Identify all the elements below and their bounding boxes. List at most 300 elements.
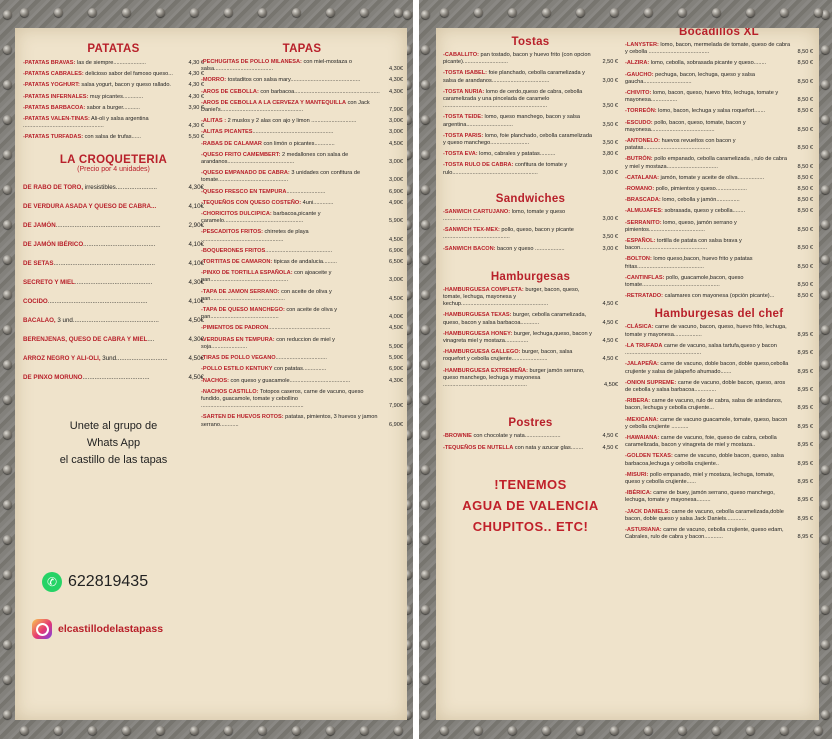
menu-item xyxy=(23,184,204,192)
menu-item xyxy=(201,170,403,184)
item-price: 8,50 € xyxy=(797,293,813,300)
item-name: DE RABO DE TORO, xyxy=(23,183,84,191)
item-price: 4,50 € xyxy=(602,338,618,345)
item-name: -TAPA DE JAMON SERRANO: xyxy=(201,288,280,295)
item-name: -HAMBURGUESA COMPLETA: xyxy=(443,286,524,293)
menu-item xyxy=(443,89,618,111)
item-name: DE VERDURA ASADA Y QUESO DE CABRA... xyxy=(23,202,157,210)
item-name: DE PINXO MORUNO xyxy=(23,373,83,381)
rivet xyxy=(821,45,830,54)
item-name: -HAMBURGUESA TEXAS: xyxy=(443,312,512,319)
item-price: 8,50 € xyxy=(797,282,813,289)
rivet xyxy=(122,8,131,17)
item-name: -ESCUDO: xyxy=(625,119,653,126)
menu-item xyxy=(23,71,204,78)
menu-item xyxy=(23,134,204,141)
item-price: 2,90€ xyxy=(188,221,204,229)
rivet xyxy=(712,8,721,17)
croqueteria-list xyxy=(23,184,204,382)
menu-item xyxy=(23,105,204,112)
item-description: con barbacoa....................................................... xyxy=(258,88,380,95)
rivet xyxy=(3,360,12,369)
item-price: 8,95 € xyxy=(797,350,813,357)
section-title-croqueteria: LA CROQUETERIA xyxy=(59,153,168,166)
menu-item xyxy=(201,59,403,73)
item-price: 4,30 € xyxy=(188,60,204,66)
item-price: 6,90€ xyxy=(389,421,403,428)
item-name: -TOSTA EVA: xyxy=(443,151,478,158)
item-price: 3,00 € xyxy=(602,169,618,176)
item-description: lomo, foie planchado, cebolla caramelizada y queso manchego......................... xyxy=(443,132,593,147)
menu-item xyxy=(625,197,813,204)
rivet xyxy=(156,726,165,735)
menu-item xyxy=(443,151,618,158)
item-price: 8,50 € xyxy=(797,60,813,67)
item-description: pan tostado, bacon y huevo frito (con opcion picante)............................. xyxy=(443,52,591,66)
item-price: 4,30€ xyxy=(389,77,403,84)
rivet xyxy=(542,726,551,735)
item-price: 8,95 € xyxy=(797,534,813,541)
item-description: sabor a burger........... xyxy=(85,104,140,111)
menu-item xyxy=(23,374,204,382)
item-price: 3,50 € xyxy=(602,103,618,110)
section-title-chef: Hamburgesas del chef xyxy=(654,308,784,321)
item-description: pollo empanado, miel y mostaza, lechuga, tomate, queso y cebolla crujiente...... xyxy=(625,471,775,485)
item-price: 8,95 € xyxy=(797,405,813,412)
rivet xyxy=(3,500,12,509)
rivet xyxy=(821,80,830,89)
rivet xyxy=(224,8,233,17)
menu-item xyxy=(201,100,403,114)
item-name: -PATATAS INFERNALES: xyxy=(23,93,89,100)
item-price: 4,90€ xyxy=(389,199,403,206)
item-price: 8,50 € xyxy=(797,197,813,204)
rivet xyxy=(54,8,63,17)
rivet xyxy=(3,80,12,89)
rivet xyxy=(88,726,97,735)
item-price: 4,50 € xyxy=(602,319,618,326)
menu-item xyxy=(201,152,403,166)
rivet xyxy=(821,220,830,229)
item-price: 4,50€ xyxy=(604,382,618,389)
rivet xyxy=(821,710,830,719)
item-description: lomo, bacon, lechuga y salsa roquefort....... xyxy=(656,108,766,115)
menu-item xyxy=(625,256,813,270)
sandwiches-list xyxy=(443,209,618,253)
item-description: carne de vacuno, doble bacon, doble queso,cebolla crujiente y salsa de jalapeño ahumado....... xyxy=(625,361,789,375)
item-name: -TORREÓN: xyxy=(625,108,657,115)
item-price: 8,95 € xyxy=(797,386,813,393)
whatsapp-promo xyxy=(23,418,204,469)
rivet xyxy=(780,8,789,17)
rivet xyxy=(54,726,63,735)
rivet xyxy=(821,360,830,369)
rivet xyxy=(394,8,403,17)
menu-item xyxy=(625,324,813,338)
rivet xyxy=(3,10,12,19)
item-description: 4uni............. xyxy=(301,199,334,206)
item-description: carne de vacuno, doble bacon, queso, salsa barbacoa,lechuga y cebolla crujiente.. xyxy=(625,453,784,467)
menu-item xyxy=(201,248,403,255)
item-name: DE JAMÓN xyxy=(23,221,56,229)
item-name: -RIBERA: xyxy=(625,398,651,405)
item-price: 6,90€ xyxy=(389,247,403,254)
item-name: -BUTRÓN: xyxy=(625,156,653,163)
section-title-tapas: TAPAS xyxy=(282,43,322,55)
rivet xyxy=(814,8,823,17)
item-description: con chocolate y nata....................... xyxy=(471,433,561,440)
rivet xyxy=(421,675,430,684)
rivet xyxy=(474,8,483,17)
item-description: ........................................ xyxy=(268,325,331,332)
tapas-list xyxy=(201,59,403,429)
rivet xyxy=(712,726,721,735)
item-description: lomo, queso, jamón serrano y pimientos.................................... xyxy=(625,219,737,233)
item-price: 7,90€ xyxy=(389,107,403,114)
item-price: 4,30 € xyxy=(188,71,204,78)
rivet xyxy=(326,8,335,17)
rivet xyxy=(3,325,12,334)
menu-item xyxy=(625,527,813,541)
item-price: 3,00€ xyxy=(389,277,403,284)
menu-item xyxy=(201,289,403,303)
item-price: 4,50 € xyxy=(602,433,618,440)
menu-item xyxy=(201,414,403,428)
item-description: carne de vacuno guacamole, tomate, queso, bacon y cebolla crujiente ........... xyxy=(625,416,788,430)
menu-item xyxy=(23,355,204,363)
item-description: ........................................................... xyxy=(53,259,155,267)
menu-item xyxy=(625,417,813,431)
rivet xyxy=(508,726,517,735)
menu-item xyxy=(23,241,204,249)
item-name: -LANYSTER: xyxy=(625,42,659,48)
item-description: con patatas............... xyxy=(272,366,327,373)
menu-item xyxy=(201,189,403,196)
rivet xyxy=(421,220,430,229)
rivet xyxy=(421,10,430,19)
menu-item xyxy=(23,260,204,268)
rivet xyxy=(746,8,755,17)
item-name: ARROZ NEGRO Y ALI-OLI, xyxy=(23,354,101,362)
item-price: 4,50 € xyxy=(602,356,618,363)
item-description: barbacoa,picante y caramelo................................................... xyxy=(201,211,321,225)
menu-item xyxy=(625,380,813,394)
menu-item xyxy=(443,133,618,147)
rivet xyxy=(421,80,430,89)
menu-item xyxy=(443,312,618,326)
menu-item xyxy=(625,453,813,467)
phone-number: 622819435 xyxy=(68,573,149,590)
rivet xyxy=(326,726,335,735)
promo-line-3: el castillo de las tapas xyxy=(59,453,168,466)
item-price: 8,50 € xyxy=(797,49,813,56)
bocadillos-list xyxy=(625,42,813,300)
item-description: huevos revueltos con bacon y patatas........................................... xyxy=(625,138,736,152)
item-name: SECRETO Y MIEL xyxy=(23,278,75,286)
item-price: 8,95 € xyxy=(797,497,813,504)
item-name: DE JAMÓN IBÉRICO xyxy=(23,240,84,248)
menu-item xyxy=(443,52,618,66)
patatas-list xyxy=(23,60,204,142)
rivet xyxy=(440,726,449,735)
item-name: -BROWNIE xyxy=(443,433,472,440)
rivet xyxy=(421,500,430,509)
menu-item xyxy=(625,490,813,504)
item-name: -ANTONELO: xyxy=(625,138,661,145)
item-name: -RETRATADO: xyxy=(625,293,664,300)
rivet xyxy=(292,8,301,17)
menu-item xyxy=(23,60,204,67)
item-price: 4,50€ xyxy=(389,236,403,243)
item-name: -PIMIENTOS DE PADRON xyxy=(201,325,269,332)
rivet xyxy=(122,726,131,735)
item-price: 8,95 € xyxy=(797,478,813,485)
item-price: 3,50 € xyxy=(602,121,618,128)
item-description: ........................................... xyxy=(265,247,333,254)
menu-item xyxy=(201,270,403,284)
rivet xyxy=(576,726,585,735)
menu-item xyxy=(625,238,813,252)
rivet xyxy=(821,605,830,614)
item-price: 8,95 € xyxy=(797,442,813,449)
item-name: -ALMUJAFES: xyxy=(625,208,663,215)
item-name: -GOLDEN TEXAS: xyxy=(625,453,673,460)
rivet xyxy=(678,726,687,735)
rivet xyxy=(258,726,267,735)
rivet xyxy=(821,115,830,124)
rivet xyxy=(421,360,430,369)
item-name: -PATATAS BARBACOA: xyxy=(23,104,86,111)
item-description: foie planchado, cebolla caramelizada y salsa de arandanos..................................... xyxy=(443,70,585,84)
item-name: -HAMBURGUESA EXTREMEÑA: xyxy=(443,367,528,374)
menu-item xyxy=(201,307,403,321)
item-description: lomo, queso manchego, bacon y salsa argentina.............................. xyxy=(443,114,581,128)
item-description: chirretes de playa ..................................................... xyxy=(201,229,309,243)
item-price: 4,10€ xyxy=(188,297,204,305)
rivet xyxy=(421,325,430,334)
item-description: 2 medallones con salsa de arandanos........................................... xyxy=(201,151,349,166)
whatsapp-icon: ✆ xyxy=(42,572,62,592)
rivet xyxy=(421,535,430,544)
item-name: -QUESO FRITO CAMEMBERT: xyxy=(201,151,281,158)
item-name: -SANWICH TEX-MEX: xyxy=(443,227,500,234)
rivet xyxy=(190,8,199,17)
item-name: -AROS DE CEBOLLA: xyxy=(201,88,259,95)
item-price: 8,50 € xyxy=(797,186,813,193)
item-description: lomo de cerdo,queso de cabra, cebolla caramelizada y una pincelada de caramelo ................................................................... xyxy=(443,88,583,110)
rivet xyxy=(644,726,653,735)
item-name: -SANWICH BACON: xyxy=(443,245,496,252)
rivet xyxy=(610,726,619,735)
item-price: 8,50 € xyxy=(797,263,813,270)
item-description: carne de vacuno, foie, queso de cabra, cebolla caramelizada, bacon y vinagreta de miel y mostaza.. xyxy=(625,434,777,449)
menu-item xyxy=(625,220,813,234)
item-name: -TOSTA TEIDE: xyxy=(443,114,483,121)
item-name: -CHORICITOS DULCIPICA: xyxy=(201,211,272,218)
item-description: con miel-mostaza o salsa...................................... xyxy=(201,59,352,73)
item-description: sobrasada, queso y cebolla........ xyxy=(662,208,746,215)
rivet xyxy=(644,8,653,17)
rivet xyxy=(821,290,830,299)
item-description: 3 und.................................................. xyxy=(55,316,159,324)
menu-item xyxy=(201,337,403,351)
item-description: con queso y guacamole....................................... xyxy=(228,377,351,384)
menu-item xyxy=(625,361,813,375)
rivet xyxy=(421,150,430,159)
item-name: -ESPAÑOL: xyxy=(625,238,656,245)
menu-item xyxy=(443,445,618,452)
section-title-patatas: PATATAS xyxy=(87,43,140,55)
item-price: 6,90€ xyxy=(389,188,403,195)
item-price: 3,80 € xyxy=(602,151,618,158)
rivet xyxy=(3,115,12,124)
item-name: -TAPA DE QUESO MANCHEGO: xyxy=(201,307,285,314)
rivet xyxy=(821,570,830,579)
item-name: -AROS DE CEBOLLA A LA CERVEZA Y MANTEQUILLA xyxy=(201,99,347,106)
item-price: 6,50€ xyxy=(389,259,403,266)
item-price: 4,30€ xyxy=(389,66,403,73)
rivet xyxy=(3,290,12,299)
item-price: 5,90€ xyxy=(389,218,403,225)
item-name: -NACHOS: xyxy=(201,377,229,384)
hamburguesas-list xyxy=(443,287,618,389)
item-price: 4,50€ xyxy=(188,316,204,324)
item-name: -MEXICANA: xyxy=(625,416,659,423)
rivet xyxy=(421,430,430,439)
item-name: -BRASCADA: xyxy=(625,197,661,204)
menu-item xyxy=(625,275,813,289)
rivet xyxy=(421,605,430,614)
item-name: -QUESO EMPANADO DE CABRA: xyxy=(201,170,290,177)
rivet xyxy=(421,115,430,124)
item-description: carne de vacuno, cebolla caramelizada,doble bacon, doble queso y salsa Jack Daniels............. xyxy=(625,508,784,522)
instagram-handle: elcastillodelastapass xyxy=(58,623,164,635)
item-description: bacon y queso ................... xyxy=(495,245,565,252)
item-description: delicioso sabor del famoso queso... xyxy=(83,71,173,78)
section-title-bocadillos: Bocadillos XL xyxy=(679,28,759,38)
item-description: con limón o picantes............. xyxy=(261,140,335,147)
rivet xyxy=(421,290,430,299)
item-name: -NACHOS CASTILLO: xyxy=(201,388,259,395)
item-price: 3,00€ xyxy=(389,159,403,166)
rivet xyxy=(821,500,830,509)
item-description: 2 muslos y 2 alas con ajo y limon ............................. xyxy=(226,118,357,125)
rivet xyxy=(292,726,301,735)
rivet xyxy=(746,726,755,735)
rivet xyxy=(421,640,430,649)
menu-item xyxy=(625,472,813,486)
item-description: ......................... xyxy=(286,188,326,195)
drinks-notice xyxy=(443,474,618,537)
item-price: 8,50 € xyxy=(797,208,813,215)
rivet xyxy=(403,10,412,19)
item-price: 8,50 € xyxy=(797,78,813,85)
item-description: ....................................... xyxy=(82,373,150,381)
item-price: 8,50 € xyxy=(797,245,813,252)
item-price: 4,30€ xyxy=(188,183,204,191)
item-price: 4,50€ xyxy=(188,354,204,362)
item-name: DE SETAS xyxy=(23,259,54,267)
item-price: 5,50 € xyxy=(188,134,204,141)
menu-item xyxy=(625,509,813,523)
item-description: carne de vacuno, bacon, queso, huevo frito, lechuga, tomate y mayonesa.................. xyxy=(625,324,787,338)
item-price: 8,95 € xyxy=(797,515,813,522)
rivet xyxy=(3,675,12,684)
item-description: con Jack Daniel's..................................................... xyxy=(201,99,370,114)
item-price: 4,30 € xyxy=(188,93,204,100)
menu-item xyxy=(443,287,618,309)
item-name: BERENJENAS, QUESO DE CABRA Y MIEL xyxy=(23,335,148,343)
rivet xyxy=(3,185,12,194)
item-price: 8,50 € xyxy=(797,226,813,233)
item-name: -MORRO: xyxy=(201,77,227,84)
item-name: -JACK DANIELS: xyxy=(625,508,671,515)
item-description: lomo, bacon, mermelada de tomate, queso de cabra y cebolla ....................................... xyxy=(625,42,791,56)
item-name: -CABALLITO: xyxy=(443,52,479,58)
item-description: carne de vacuno, rulo de cabra, salsa de arándanos, bacon, lechuga y cebolla crujiente... xyxy=(625,398,783,412)
menu-item xyxy=(625,398,813,412)
menu-item xyxy=(23,94,204,101)
menu-item xyxy=(443,368,618,390)
item-description: jamón, tomate y aceite de oliva................. xyxy=(658,174,765,181)
menu-item xyxy=(625,208,813,215)
item-description: irresistibles........................ xyxy=(83,183,157,191)
rivet xyxy=(678,8,687,17)
menu-item xyxy=(23,222,204,230)
menu-panel-left xyxy=(15,28,407,720)
item-price: 3,90 € xyxy=(188,104,204,111)
rivet xyxy=(394,726,403,735)
rivet xyxy=(814,726,823,735)
rivet xyxy=(258,8,267,17)
menu-item xyxy=(443,331,618,345)
item-name: -MISURI: xyxy=(625,471,649,478)
rivet xyxy=(3,255,12,264)
rivet xyxy=(421,395,430,404)
item-price: 8,50 € xyxy=(797,174,813,181)
item-description: 3 unidades con confitura de tomate............................................. xyxy=(201,170,361,184)
item-name: -VERDURAS EN TEMPURA: xyxy=(201,336,275,343)
tostas-list xyxy=(443,52,618,177)
rivet xyxy=(821,255,830,264)
item-description: pollo empanado, cebolla caramelizada , rulo de cabra y miel y mostaza................................. xyxy=(625,156,787,170)
item-name: -JALAPEÑA: xyxy=(625,361,659,368)
item-description: .... xyxy=(147,335,155,343)
promo-line-1: Unete al grupo de xyxy=(69,419,158,432)
item-description: carne de vacuno, cebolla crujiente, queso edam, Cabrales, rulo de cabra y bacon............ xyxy=(625,526,784,541)
rivet xyxy=(3,150,12,159)
rivet xyxy=(3,430,12,439)
item-name: -PESCADITOS FRITOS: xyxy=(201,229,263,236)
item-description: tortilla de patata con salsa brava y bacon........................................... xyxy=(625,238,742,252)
item-description: con salsa de trufas...... xyxy=(83,134,141,141)
item-description: tostaditos con salsa mary............................................. xyxy=(226,77,361,84)
rivet xyxy=(421,45,430,54)
item-name: -IBÉRICA: xyxy=(625,490,652,497)
item-description: pollo, bacon, queso, tomate, bacon y mayonesa......................................... xyxy=(625,119,746,133)
menu-item xyxy=(443,70,618,84)
instagram-contact xyxy=(32,619,163,639)
menu-item xyxy=(443,114,618,128)
item-name: -RABAS DE CALAMAR xyxy=(201,140,262,147)
item-name: -SERRANITO: xyxy=(625,219,662,226)
item-price: 3,50 € xyxy=(602,234,618,241)
item-price: 6,90€ xyxy=(389,366,403,373)
item-description: tipicas de andalucia......... xyxy=(272,259,337,266)
rivet xyxy=(821,150,830,159)
rivet xyxy=(576,8,585,17)
item-price: 8,95 € xyxy=(797,331,813,338)
